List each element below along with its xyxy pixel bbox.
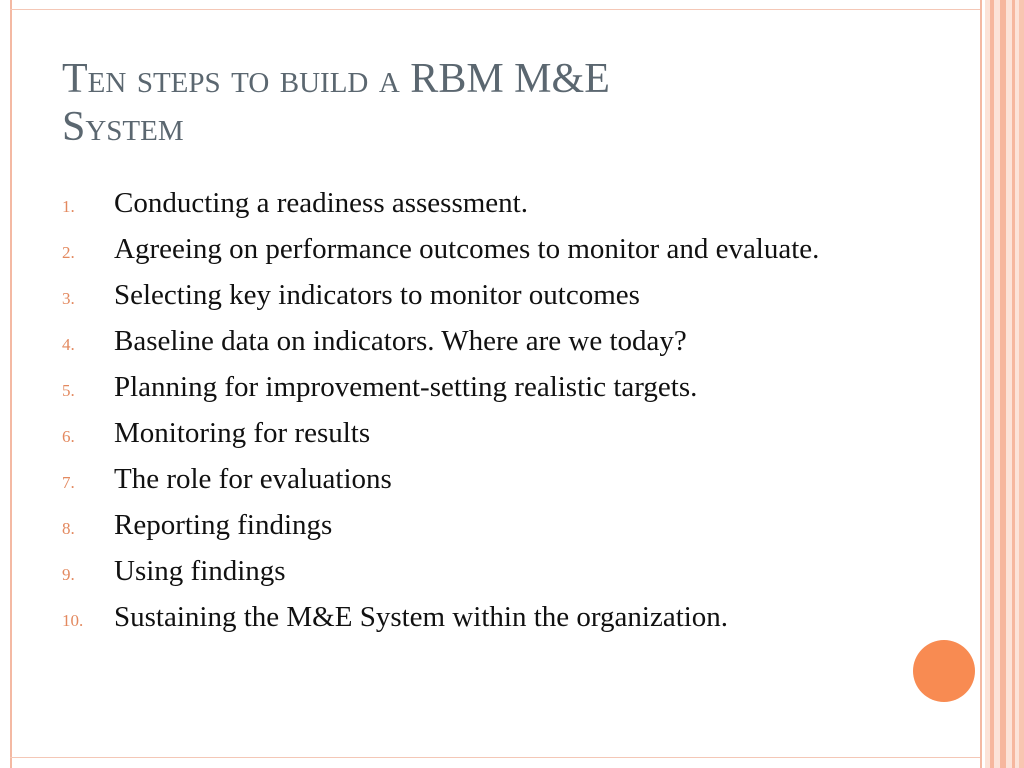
steps-list (62, 185, 882, 645)
orange-circle-decoration (913, 640, 975, 702)
list-item (62, 185, 882, 222)
list-item (62, 369, 882, 406)
decorative-stripe (1019, 0, 1024, 768)
list-item (62, 231, 882, 268)
step-number: 4. (62, 335, 75, 354)
step-text: Monitoring for results (114, 417, 371, 449)
step-text: Agreeing on performance outcomes to monitor and evaluate. (114, 233, 820, 265)
step-number: 1. (62, 197, 75, 216)
step-number: 9. (62, 565, 75, 584)
decorative-stripe (1012, 0, 1015, 768)
title-line-1: Ten steps to build a RBM M&E (62, 56, 610, 102)
step-text: Sustaining the M&E System within the organization. (114, 601, 729, 633)
decorative-stripe (1000, 0, 1006, 768)
step-text: Selecting key indicators to monitor outcomes (114, 279, 640, 311)
list-item (62, 599, 882, 636)
step-number: 8. (62, 519, 75, 538)
step-text: Planning for improvement-setting realistic targets. (114, 371, 698, 403)
title-line-2: System (62, 104, 184, 150)
step-number: 2. (62, 243, 75, 262)
step-number: 5. (62, 381, 75, 400)
list-item (62, 461, 882, 498)
list-item (62, 507, 882, 544)
list-item (62, 553, 882, 590)
frame-right-line (980, 0, 982, 768)
list-item (62, 323, 882, 360)
frame-top-line (10, 9, 982, 10)
step-text: Baseline data on indicators. Where are we today? (114, 325, 687, 357)
step-text: Using findings (114, 555, 286, 587)
step-number: 6. (62, 427, 75, 446)
list-item (62, 277, 882, 314)
frame-bottom-line (10, 757, 982, 758)
list-item (62, 415, 882, 452)
slide-title (62, 55, 942, 151)
step-text: The role for evaluations (114, 463, 392, 495)
decorative-stripe (990, 0, 994, 768)
step-text: Conducting a readiness assessment. (114, 187, 528, 219)
step-text: Reporting findings (114, 509, 333, 541)
step-number: 10. (62, 611, 84, 630)
frame-left-line (10, 0, 12, 768)
step-number: 7. (62, 473, 75, 492)
step-number: 3. (62, 289, 75, 308)
